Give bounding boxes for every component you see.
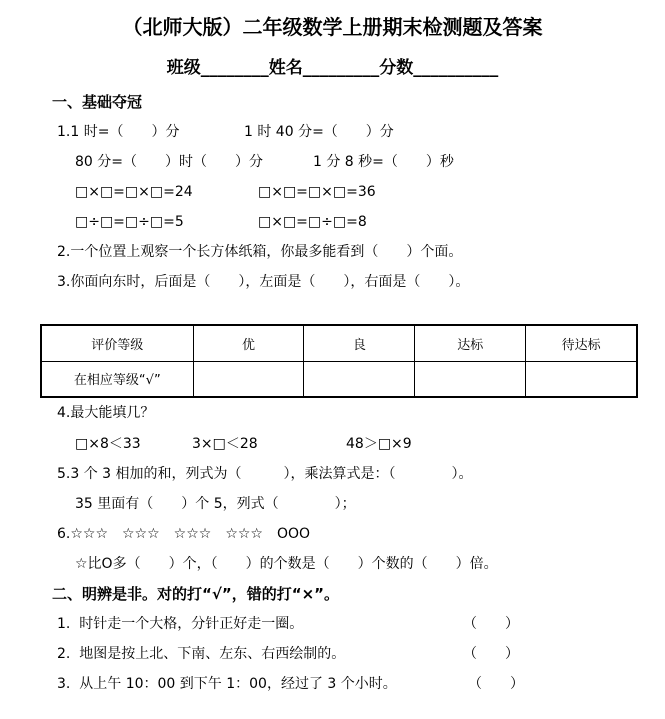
q6-line1: 6.☆☆☆ ☆☆☆ ☆☆☆ ☆☆☆ OOO — [57, 526, 311, 542]
header-cell-good: 良 — [304, 325, 415, 361]
header-cell-grade: 评价等级 — [41, 325, 193, 361]
q1-line2-a: 80 分=（ ）时（ ）分 — [75, 154, 263, 170]
mark-cell-excellent[interactable] — [193, 361, 304, 397]
header-cell-needs-work: 待达标 — [526, 325, 637, 361]
q5-line2: 35 里面有（ ）个 5，列式（ ）； — [75, 496, 356, 512]
q1-line3-b: □×□=□×□=36 — [258, 184, 376, 200]
judge-item-3-blank[interactable]: （ ） — [468, 676, 524, 692]
q4-item-b: 3×□＜28 — [192, 436, 258, 452]
mark-cell-needs-work[interactable] — [526, 361, 637, 397]
judge-item-1-blank[interactable]: （ ） — [463, 616, 519, 632]
judge-item-3: 3. 从上午 10：00 到下午 1：00，经过了 3 个小时。 — [57, 676, 397, 692]
q1-line4-b: □×□=□÷□=8 — [258, 214, 367, 230]
q5-line1: 5.3 个 3 相加的和，列式为（ ），乘法算式是：（ ）。 — [57, 466, 473, 482]
student-info-line: 班级________姓名_________分数__________ — [166, 58, 499, 78]
judge-item-1: 1. 时针走一个大格，分针正好走一圈。 — [57, 616, 304, 632]
header-cell-excellent: 优 — [193, 325, 304, 361]
header-cell-pass: 达标 — [415, 325, 526, 361]
judge-item-2: 2. 地图是按上北、下南、左东、右西绘制的。 — [57, 646, 346, 662]
mark-cell-pass[interactable] — [415, 361, 526, 397]
q1-line3-a: □×□=□×□=24 — [75, 184, 193, 200]
section1-heading: 一、基础夺冠 — [52, 93, 143, 111]
q4-item-c: 48＞□×9 — [346, 436, 412, 452]
q6-line2: ☆比O多（ ）个，（ ）的个数是（ ）个数的（ ）倍。 — [75, 556, 498, 572]
evaluation-header-row — [41, 325, 637, 361]
mark-cell-good[interactable] — [304, 361, 415, 397]
page-title: （北师大版）二年级数学上册期末检测题及答案 — [122, 15, 543, 39]
question-3: 3.你面向东时，后面是（ ），左面是（ ），右面是（ ）。 — [57, 274, 470, 290]
q1-line1-b: 1 时 40 分=（ ）分 — [244, 124, 394, 140]
evaluation-table — [40, 324, 638, 398]
judge-item-2-blank[interactable]: （ ） — [463, 646, 519, 662]
evaluation-mark-row — [41, 361, 637, 397]
q1-line4-a: □÷□=□÷□=5 — [75, 214, 184, 230]
section2-heading: 二、明辨是非。对的打“√”，错的打“×”。 — [52, 585, 340, 603]
mark-row-label: 在相应等级“√” — [41, 361, 193, 397]
question-4: 4.最大能填几？ — [57, 405, 155, 421]
q1-line2-b: 1 分 8 秒=（ ）秒 — [313, 154, 454, 170]
question-2: 2.一个位置上观察一个长方体纸箱，你最多能看到（ ）个面。 — [57, 244, 463, 260]
q1-line1-a: 1.1 时=（ ）分 — [57, 124, 180, 140]
q4-item-a: □×8＜33 — [75, 436, 141, 452]
